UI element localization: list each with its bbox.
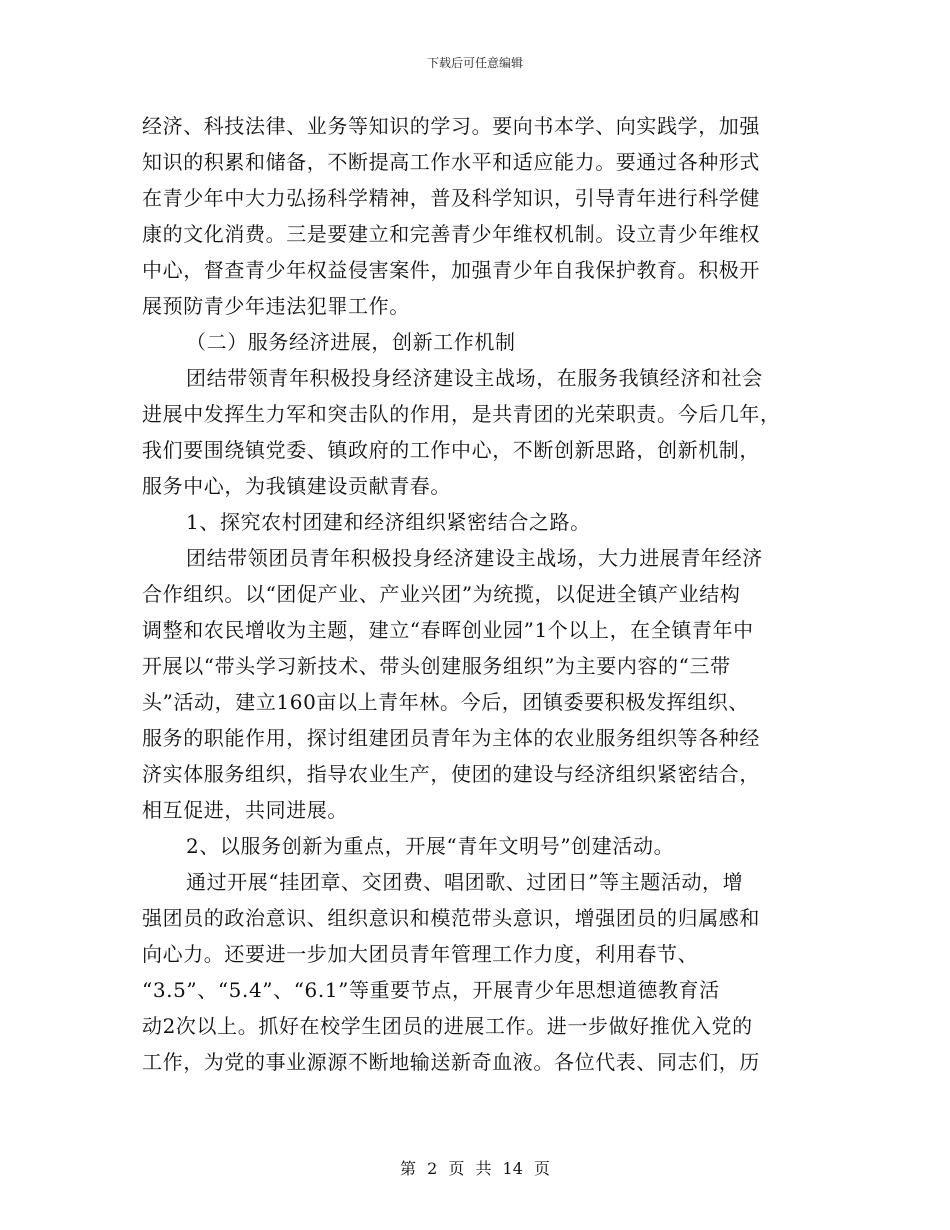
page-header-note: 下载后可任意编辑 — [426, 56, 523, 70]
body-line: 合作组织。以“团促产业、产业兴团”为统揽，以促进全镇产业结构 — [142, 582, 741, 606]
body-line: 济实体服务组织，指导农业生产，使团的建设与经济组织紧密结合， — [142, 762, 760, 786]
body-line: 动2次以上。抓好在校学生团员的进展工作。进一步做好推优入党的 — [142, 1014, 753, 1038]
body-line: 开展以“带头学习新技术、带头创建服务组织”为主要内容的“三带 — [142, 654, 731, 678]
document-body — [142, 108, 812, 1080]
body-line: 团结带领青年积极投身经济建设主战场，在服务我镇经济和社会 — [186, 366, 763, 390]
section-heading: （二）服务经济进展，创新工作机制 — [186, 330, 516, 354]
body-line: 强团员的政治意识、组织意识和模范带头意识，增强团员的归属感和 — [142, 906, 760, 930]
body-line: 服务的职能作用，探讨组建团员青年为主体的农业服务组织等各种经 — [142, 726, 760, 750]
body-line: 向心力。还要进一步加大团员青年管理工作力度，利用春节、 — [142, 942, 699, 966]
body-line: 服务中心，为我镇建设贡献青春。 — [142, 474, 451, 498]
body-line: 进展中发挥生力军和突击队的作用，是共青团的光荣职责。今后几年， — [142, 402, 781, 426]
body-line: 康的文化消费。三是要建立和完善青少年维权机制。设立青少年维权 — [142, 222, 760, 246]
body-line: 通过开展“挂团章、交团费、唱团歌、过团日”等主题活动，增 — [186, 870, 744, 894]
body-line: “3.5”、“5.4”、“6.1”等重要节点，开展青少年思想道德教育活 — [142, 978, 720, 1002]
body-line: 展预防青少年违法犯罪工作。 — [142, 294, 410, 318]
subsection-heading: 1、探究农村团建和经济组织紧密结合之路。 — [186, 510, 591, 534]
body-line: 工作，为党的事业源源不断地输送新奇血液。各位代表、同志们，历 — [142, 1050, 760, 1074]
body-line: 在青少年中大力弘扬科学精神，普及科学知识，引导青年进行科学健 — [142, 186, 760, 210]
subsection-heading: 2、以服务创新为重点，开展“青年文明号”创建活动。 — [186, 834, 675, 858]
body-line: 头”活动，建立160亩以上青年林。今后，团镇委要积极发挥组织、 — [142, 690, 749, 714]
body-line: 团结带领团员青年积极投身经济建设主战场，大力进展青年经济 — [186, 546, 763, 570]
body-line: 知识的积累和储备，不断提高工作水平和适应能力。要通过各种形式 — [142, 150, 760, 174]
body-line: 我们要围绕镇党委、镇政府的工作中心，不断创新思路，创新机制， — [142, 438, 760, 462]
body-line: 调整和农民增收为主题，建立“春晖创业园”1个以上，在全镇青年中 — [142, 618, 754, 642]
body-line: 经济、科技法律、业务等知识的学习。要向书本学、向实践学，加强 — [142, 114, 760, 138]
body-line: 相互促进，共同进展。 — [142, 798, 348, 822]
page-number-footer: 第 2 页 共 14 页 — [400, 1159, 550, 1178]
body-line: 中心，督查青少年权益侵害案件，加强青少年自我保护教育。积极开 — [142, 258, 760, 282]
